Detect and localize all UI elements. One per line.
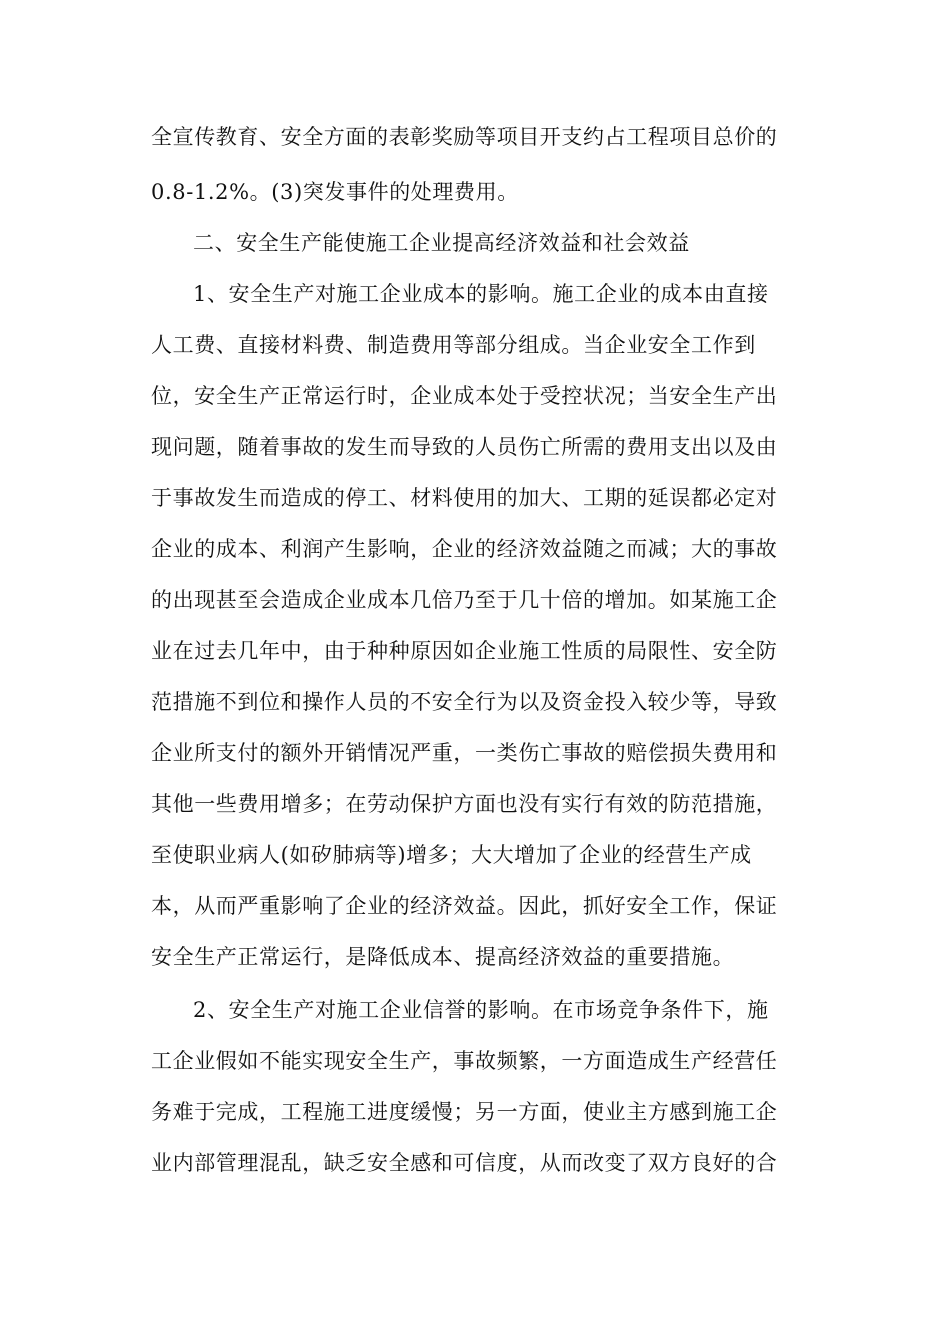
body-text-line: 现问题，随着事故的发生而导致的人员伤亡所需的费用支出以及由 <box>151 435 778 459</box>
body-text-line: 工企业假如不能实现安全生产，事故频繁，一方面造成生产经营任 <box>151 1049 778 1073</box>
body-text-line: 0.8-1.2%。(3)突发事件的处理费用。 <box>151 180 519 204</box>
body-text-line: 于事故发生而造成的停工、材料使用的加大、工期的延误都必定对 <box>151 486 778 510</box>
body-text-line: 的出现甚至会造成企业成本几倍乃至于几十倍的增加。如某施工企 <box>151 588 778 612</box>
body-text-line: 其他一些费用增多；在劳动保护方面也没有实行有效的防范措施， <box>151 792 778 816</box>
section-heading: 二、安全生产能使施工企业提高经济效益和社会效益 <box>193 231 690 255</box>
body-text-line: 人工费、直接材料费、制造费用等部分组成。当企业安全工作到 <box>151 333 756 357</box>
body-text-line: 位，安全生产正常运行时，企业成本处于受控状况；当安全生产出 <box>151 384 778 408</box>
body-text-line: 业内部管理混乱，缺乏安全感和可信度，从而改变了双方良好的合 <box>151 1151 778 1175</box>
body-text-line: 业在过去几年中，由于种种原因如企业施工性质的局限性、安全防 <box>151 639 778 663</box>
body-text-line: 务难于完成，工程施工进度缓慢；另一方面，使业主方感到施工企 <box>151 1100 778 1124</box>
body-text-line: 全宣传教育、安全方面的表彰奖励等项目开支约占工程项目总价的 <box>151 125 778 149</box>
body-text-line: 企业所支付的额外开销情况严重，一类伤亡事故的赔偿损失费用和 <box>151 741 778 765</box>
body-text-line: 本，从而严重影响了企业的经济效益。因此，抓好安全工作，保证 <box>151 894 778 918</box>
body-text-line: 企业的成本、利润产生影响，企业的经济效益随之而减；大的事故 <box>151 537 778 561</box>
body-text-line: 范措施不到位和操作人员的不安全行为以及资金投入较少等，导致 <box>151 690 778 714</box>
paragraph-start-line: 1、安全生产对施工企业成本的影响。施工企业的成本由直接 <box>193 282 769 306</box>
body-text-line: 安全生产正常运行，是降低成本、提高经济效益的重要措施。 <box>151 945 735 969</box>
body-text-line: 至使职业病人(如矽肺病等)增多；大大增加了企业的经营生产成 <box>151 843 752 867</box>
paragraph-start-line: 2、安全生产对施工企业信誉的影响。在市场竞争条件下，施 <box>193 998 769 1022</box>
